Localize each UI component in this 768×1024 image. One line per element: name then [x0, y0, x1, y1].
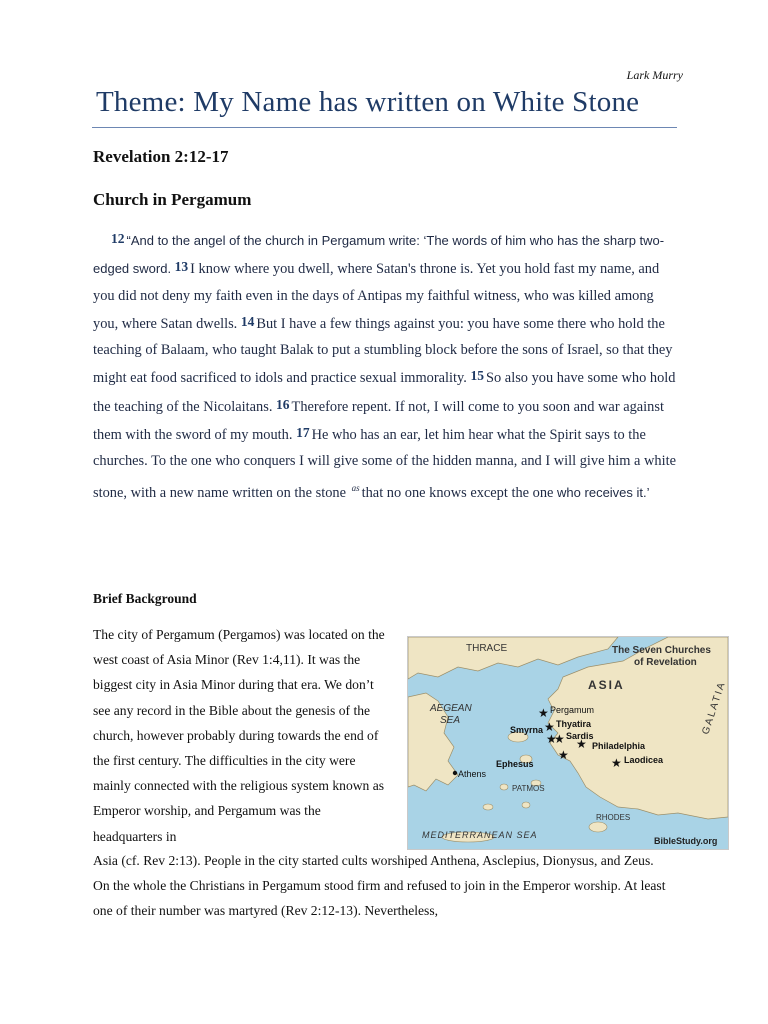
map-credit: BibleStudy.org	[654, 836, 718, 846]
label-athens: Athens	[458, 769, 487, 779]
star-philadelphia-icon: ★	[576, 737, 587, 751]
verse-15-text: So also you have some who hold the teaching of the Nicolaitans.	[93, 370, 676, 415]
star-pergamum-icon: ★	[538, 706, 549, 720]
label-patmos: PATMOS	[512, 784, 545, 793]
map-title-line1: The Seven Churches	[612, 645, 711, 656]
verse-number-17: 17	[296, 425, 310, 441]
background-text-left: The city of Pergamum (Pergamos) was located on the west coast of Asia Minor (Rev 1:4,11). It was the biggest city in Asia Minor during that era. We don’t see any record in the Bible about the genesis of the church, however probably during towards the end of the first century. The difficulties in the city were mainly connected with the religious system known as Emperor worship, and Pergamum was the headquarters in	[93, 627, 385, 844]
scripture-passage	[93, 226, 678, 506]
background-paragraph-wide	[93, 848, 673, 924]
verse-14-text: But I have a few things against you: you have some there who hold the teaching of Balaam, who taught Balak to put a stumbling block before the sons of Israel, so that they might eat food sacrificed to idols and practice sexual immorality.	[93, 315, 673, 387]
athens-dot-icon	[453, 771, 457, 775]
title-divider	[92, 127, 677, 128]
island-cyclades	[483, 804, 493, 810]
label-smyrna: Smyrna	[510, 725, 544, 735]
background-paragraph-left	[93, 622, 393, 849]
verse-number-15: 15	[470, 368, 485, 384]
label-asia: ASIA	[588, 678, 625, 692]
label-sardis: Sardis	[566, 731, 594, 741]
author-name: Lark Murry	[626, 68, 683, 82]
label-aegean: AEGEAN	[430, 703, 472, 714]
map-graphic	[408, 637, 728, 849]
seven-churches-map	[407, 636, 729, 850]
label-rhodes: RHODES	[596, 813, 631, 822]
background-heading: Brief Background	[93, 591, 197, 606]
background-text-wide: Asia (cf. Rev 2:13). People in the city started cults worshiped Anthena, Asclepius, Dionysus, and Zeus. On the whole the Christians in Pergamum stood firm and refused to join in the Emperor worship. At least one of their number was martyred (Rev 2:12-13). Nevertheless,	[93, 853, 666, 919]
label-pergamum: Pergamum	[550, 705, 595, 715]
label-aegean-sea: SEA	[440, 715, 461, 726]
star-laodicea-icon: ★	[611, 756, 622, 770]
map-title-line2: of Revelation	[634, 657, 697, 668]
island-rhodes	[589, 822, 607, 832]
verse-number-12: 12	[111, 231, 125, 246]
label-philadelphia: Philadelphia	[592, 741, 646, 751]
label-galatia: GALATIA	[700, 679, 728, 736]
verse-number-14: 14	[240, 313, 255, 329]
label-laodicea: Laodicea	[624, 755, 664, 765]
scripture-reference: Revelation 2:12-17	[93, 147, 229, 166]
verse-number-16: 16	[276, 396, 290, 412]
section-title: Church in Pergamum	[93, 190, 252, 209]
label-mediterranean: MEDITERRANEAN SEA	[422, 830, 538, 840]
star-smyrna-icon: ★	[546, 732, 557, 746]
star-thyatira-icon: ★	[544, 720, 555, 734]
footnote-marker: as	[351, 482, 360, 493]
label-ephesus: Ephesus	[496, 759, 534, 769]
verse-13-text: I know where you dwell, where Satan's throne is. Yet you hold fast my name, and you did not deny my faith even in the days of Antipas my faithful witness, who was killed among you, where Satan dwells.	[93, 261, 660, 332]
verse-17-text: He who has an ear, let him hear what the Spirit says to the churches. To the one who conquers I will give some of the hidden manna, and I will give him a white stone, with a new name written on the stone	[93, 427, 677, 501]
theme-title: Theme: My Name has written on White Stone	[96, 86, 640, 118]
label-thyatira: Thyatira	[556, 719, 592, 729]
verse-17-text-end: who receives it.’	[557, 484, 650, 500]
star-sardis-icon: ★	[554, 732, 565, 746]
verse-number-13: 13	[174, 259, 189, 275]
verse-16-text: Therefore repent. If not, I will come to you soon and war against them with the sword of my mouth.	[93, 398, 664, 444]
island-small	[500, 784, 508, 790]
verse-12-text: “And to the angel of the church in Pergamum write: ‘The words of him who has the sharp two-edged sword.	[93, 233, 665, 277]
star-ephesus-icon: ★	[558, 748, 569, 762]
island-patmos	[522, 802, 530, 808]
verse-17-text-continued: that no one knows except the one	[361, 484, 554, 501]
label-thrace: THRACE	[466, 643, 508, 654]
